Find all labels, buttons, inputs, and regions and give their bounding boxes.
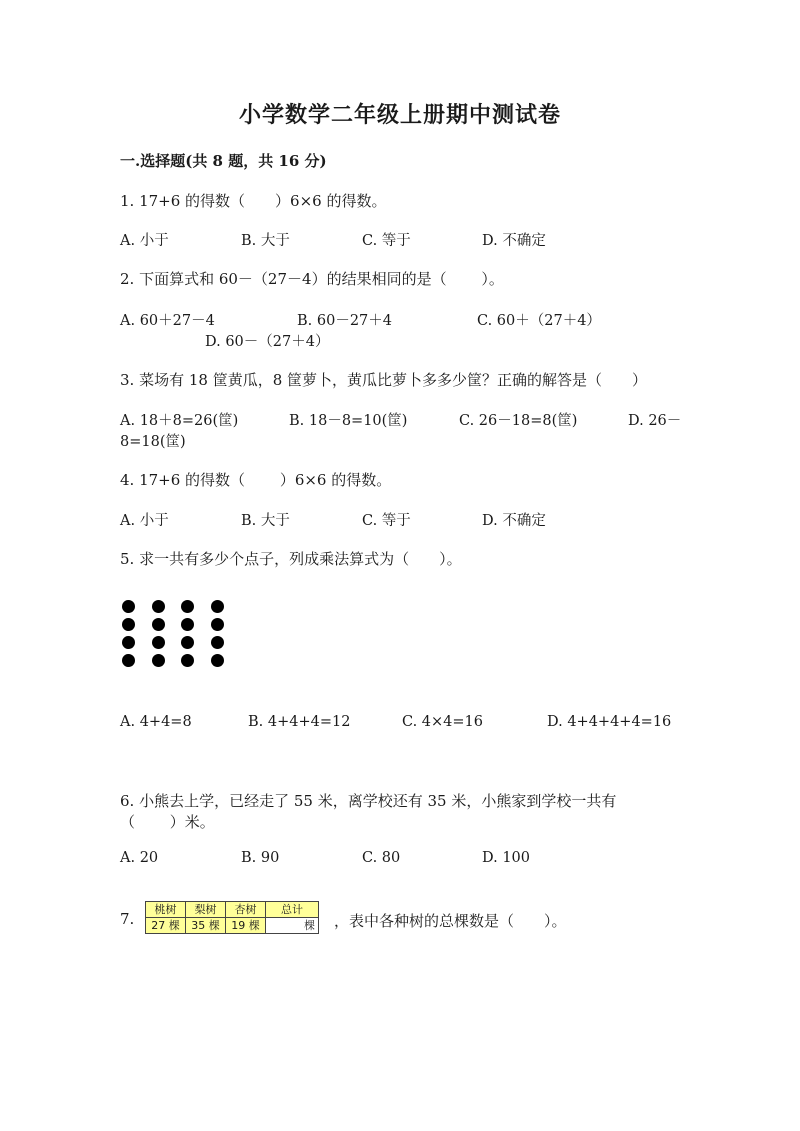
- question-5-stem: 5. 求一共有多少个点子，列成乘法算式为（ ）。: [120, 550, 462, 568]
- table-cell: 27 棵: [146, 918, 186, 934]
- question-7-stem: ，表中各种树的总棵数是（ ）。: [334, 912, 567, 930]
- dot: [152, 618, 165, 631]
- table-header-cell: 桃树: [146, 902, 186, 918]
- dot: [122, 600, 135, 613]
- question-4-option-a[interactable]: A. 小于: [120, 513, 169, 529]
- dot: [211, 636, 224, 649]
- question-3-option-b[interactable]: B. 18－8=10(筐): [289, 413, 408, 429]
- table-cell: 35 棵: [186, 918, 226, 934]
- question-6-option-c[interactable]: C. 80: [362, 850, 401, 866]
- dot: [152, 600, 165, 613]
- question-1-option-c[interactable]: C. 等于: [362, 233, 411, 249]
- table-cell: 19 棵: [226, 918, 266, 934]
- page-title: 小学数学二年级上册期中测试卷: [238, 102, 561, 128]
- table-header-cell: 杏树: [226, 902, 266, 918]
- question-7-number: 7.: [120, 910, 135, 928]
- question-2-option-a[interactable]: A. 60＋27－4: [120, 313, 215, 329]
- question-1-option-b[interactable]: B. 大于: [241, 233, 290, 249]
- table-row: [146, 918, 319, 934]
- question-5-option-b[interactable]: B. 4+4+4=12: [248, 714, 351, 730]
- question-3-stem: 3. 菜场有 18 筐黄瓜，8 筐萝卜，黄瓜比萝卜多多少筐？正确的解答是（ ）: [120, 371, 648, 389]
- section-heading: 一.选择题(共 8 题，共 16 分): [120, 152, 327, 170]
- dot: [211, 654, 224, 667]
- question-4-stem: 4. 17+6 的得数（ ）6×6 的得数。: [120, 471, 392, 489]
- question-4-option-b[interactable]: B. 大于: [241, 513, 290, 529]
- dot: [152, 654, 165, 667]
- table-header-cell: 总计: [266, 902, 319, 918]
- question-2-option-b[interactable]: B. 60－27＋4: [297, 313, 393, 329]
- table-row: [146, 902, 319, 918]
- dot-grid-figure: [122, 600, 232, 670]
- question-5-option-d[interactable]: D. 4+4+4+4=16: [547, 714, 672, 730]
- question-6-option-b[interactable]: B. 90: [241, 850, 280, 866]
- question-2-option-d[interactable]: D. 60－（27＋4）: [205, 334, 330, 350]
- question-3-option-d[interactable]: D. 26－: [628, 413, 682, 429]
- question-4-option-c[interactable]: C. 等于: [362, 513, 411, 529]
- question-5-option-a[interactable]: A. 4+4=8: [120, 714, 192, 730]
- question-3-option-c[interactable]: C. 26－18=8(筐): [459, 413, 578, 429]
- question-1-option-d[interactable]: D. 不确定: [482, 233, 546, 249]
- dot: [122, 618, 135, 631]
- question-2-stem: 2. 下面算式和 60－（27－4）的结果相同的是（ ）。: [120, 270, 504, 288]
- dot: [122, 654, 135, 667]
- question-5-option-c[interactable]: C. 4×4=16: [402, 714, 483, 730]
- question-3-option-d-cont: 8=18(筐): [120, 434, 186, 450]
- question-6-option-d[interactable]: D. 100: [482, 850, 531, 866]
- dot: [181, 636, 194, 649]
- dot: [181, 654, 194, 667]
- table-header-cell: 梨树: [186, 902, 226, 918]
- table-answer-cell[interactable]: 棵: [266, 918, 319, 934]
- question-1-stem: 1. 17+6 的得数（ ）6×6 的得数。: [120, 192, 387, 210]
- dot: [211, 618, 224, 631]
- question-6-stem: 6. 小熊去上学，已经走了 55 米，离学校还有 35 米，小熊家到学校一共有: [120, 792, 617, 810]
- dot: [211, 600, 224, 613]
- question-3-option-a[interactable]: A. 18＋8=26(筐): [120, 413, 239, 429]
- dot: [181, 600, 194, 613]
- question-6-stem-cont: （ ）米。: [120, 813, 215, 831]
- question-2-option-c[interactable]: C. 60＋（27＋4）: [477, 313, 601, 329]
- dot: [181, 618, 194, 631]
- question-4-option-d[interactable]: D. 不确定: [482, 513, 546, 529]
- dot: [122, 636, 135, 649]
- question-6-option-a[interactable]: A. 20: [120, 850, 159, 866]
- tree-count-table: [145, 901, 319, 934]
- question-1-option-a[interactable]: A. 小于: [120, 233, 169, 249]
- dot: [152, 636, 165, 649]
